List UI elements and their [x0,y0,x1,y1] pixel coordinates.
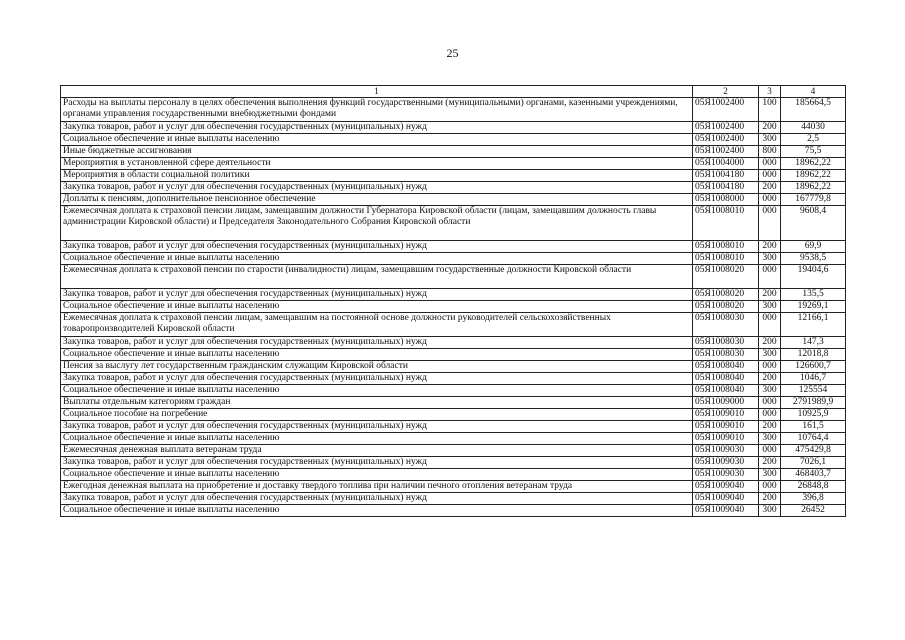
row-description: Социальное обеспечение и иные выплаты населению [61,301,693,313]
row-target-code: 05Я1008030 [693,349,759,361]
row-description: Закупка товаров, работ и услуг для обеспечения государственных (муниципальных) нужд [61,182,693,194]
row-expense-type: 200 [759,493,781,505]
row-target-code: 05Я1002400 [693,134,759,146]
row-amount: 161,5 [781,421,846,433]
table-row [61,445,846,457]
table-row [61,385,846,397]
row-expense-type: 100 [759,98,781,122]
row-target-code: 05Я1008010 [693,253,759,265]
row-target-code: 05Я1002400 [693,98,759,122]
table-row [61,182,846,194]
row-amount: 2,5 [781,134,846,146]
row-expense-type: 300 [759,385,781,397]
row-expense-type: 000 [759,158,781,170]
row-expense-type: 000 [759,194,781,206]
row-target-code: 05Я1008020 [693,289,759,301]
row-target-code: 05Я1002400 [693,122,759,134]
row-target-code: 05Я1008000 [693,194,759,206]
row-expense-type: 300 [759,301,781,313]
row-target-code: 05Я1009010 [693,409,759,421]
table-row [61,313,846,337]
row-expense-type: 000 [759,397,781,409]
row-description: Мероприятия в области социальной политики [61,170,693,182]
column-header-4: 4 [781,86,846,98]
table-row [61,349,846,361]
row-target-code: 05Я1009030 [693,445,759,457]
row-description: Социальное пособие на погребение [61,409,693,421]
row-description: Расходы на выплаты персоналу в целях обеспечения выполнения функций государственными (муниципальными) органами, казенными учреждениями, органами управления государственными внебюджетными фондами [61,98,693,122]
row-target-code: 05Я1008040 [693,373,759,385]
row-description: Ежемесячная денежная выплата ветеранам труда [61,445,693,457]
row-amount: 125554 [781,385,846,397]
table-row [61,241,846,253]
row-amount: 26848,8 [781,481,846,493]
table-row [61,373,846,385]
row-description: Социальное обеспечение и иные выплаты населению [61,385,693,397]
row-expense-type: 000 [759,361,781,373]
row-description: Закупка товаров, работ и услуг для обеспечения государственных (муниципальных) нужд [61,241,693,253]
row-expense-type: 000 [759,206,781,241]
table-row [61,469,846,481]
row-target-code: 05Я1008020 [693,301,759,313]
page-number: 25 [446,46,459,60]
table-row [61,397,846,409]
row-description: Ежегодная денежная выплата на приобретение и доставку твердого топлива при наличии печного отопления ветеранам труда [61,481,693,493]
table-row [61,158,846,170]
row-description: Выплаты отдельным категориям граждан [61,397,693,409]
table-row [61,337,846,349]
row-expense-type: 000 [759,265,781,289]
row-expense-type: 300 [759,469,781,481]
row-expense-type: 200 [759,182,781,194]
row-target-code: 05Я1008030 [693,313,759,337]
row-description: Закупка товаров, работ и услуг для обеспечения государственных (муниципальных) нужд [61,289,693,301]
row-target-code: 05Я1008040 [693,361,759,373]
row-amount: 69,9 [781,241,846,253]
table-row [61,289,846,301]
row-expense-type: 200 [759,122,781,134]
row-expense-type: 200 [759,457,781,469]
row-amount: 10925,9 [781,409,846,421]
row-description: Закупка товаров, работ и услуг для обеспечения государственных (муниципальных) нужд [61,373,693,385]
row-amount: 26452 [781,505,846,517]
column-header-2: 2 [693,86,759,98]
row-target-code: 05Я1009040 [693,493,759,505]
row-amount: 10764,4 [781,433,846,445]
row-target-code: 05Я1009000 [693,397,759,409]
row-target-code: 05Я1004000 [693,158,759,170]
row-expense-type: 200 [759,241,781,253]
row-expense-type: 300 [759,253,781,265]
row-description: Иные бюджетные ассигнования [61,146,693,158]
row-description: Закупка товаров, работ и услуг для обеспечения государственных (муниципальных) нужд [61,337,693,349]
row-target-code: 05Я1008020 [693,265,759,289]
row-amount: 7026,1 [781,457,846,469]
table-row [61,253,846,265]
row-amount: 18962,22 [781,182,846,194]
row-amount: 167779,8 [781,194,846,206]
table-row [61,493,846,505]
row-amount: 18962,22 [781,158,846,170]
row-target-code: 05Я1008030 [693,337,759,349]
row-expense-type: 300 [759,349,781,361]
row-amount: 12166,1 [781,313,846,337]
row-expense-type: 300 [759,505,781,517]
row-target-code: 05Я1002400 [693,146,759,158]
row-target-code: 05Я1009040 [693,505,759,517]
table-row [61,481,846,493]
row-description: Ежемесячная доплата к страховой пенсии по старости (инвалидности) лицам, замещавшим государственные должности Кировской области [61,265,693,289]
row-amount: 18962,22 [781,170,846,182]
table-row [61,409,846,421]
row-amount: 19269,1 [781,301,846,313]
table-row [61,301,846,313]
row-description: Закупка товаров, работ и услуг для обеспечения государственных (муниципальных) нужд [61,421,693,433]
row-amount: 75,5 [781,146,846,158]
row-description: Доплаты к пенсиям, дополнительное пенсионное обеспечение [61,194,693,206]
table-row [61,98,846,122]
row-description: Мероприятия в установленной сфере деятельности [61,158,693,170]
row-target-code: 05Я1004180 [693,170,759,182]
row-target-code: 05Я1009010 [693,421,759,433]
column-header-1: 1 [61,86,693,98]
table-row [61,457,846,469]
row-expense-type: 000 [759,170,781,182]
row-description: Социальное обеспечение и иные выплаты населению [61,433,693,445]
row-amount: 396,8 [781,493,846,505]
row-expense-type: 000 [759,313,781,337]
row-amount: 9538,5 [781,253,846,265]
row-amount: 1046,7 [781,373,846,385]
table-row [61,265,846,289]
table-row [61,505,846,517]
budget-table [60,85,846,517]
row-description: Социальное обеспечение и иные выплаты населению [61,505,693,517]
row-amount: 147,3 [781,337,846,349]
row-description: Ежемесячная доплата к страховой пенсии лицам, замещавшим на постоянной основе должности руководителей сельскохозяйственных товаропроизводителей Кировской области [61,313,693,337]
row-expense-type: 000 [759,481,781,493]
column-header-3: 3 [759,86,781,98]
row-description: Закупка товаров, работ и услуг для обеспечения государственных (муниципальных) нужд [61,493,693,505]
row-description: Социальное обеспечение и иные выплаты населению [61,349,693,361]
row-description: Социальное обеспечение и иные выплаты населению [61,469,693,481]
row-expense-type: 300 [759,433,781,445]
table-row [61,146,846,158]
row-description: Социальное обеспечение и иные выплаты населению [61,253,693,265]
table-header-row [61,86,846,98]
table-row [61,421,846,433]
row-amount: 12018,8 [781,349,846,361]
row-target-code: 05Я1009030 [693,457,759,469]
row-amount: 475429,8 [781,445,846,457]
row-expense-type: 200 [759,337,781,349]
row-amount: 19404,6 [781,265,846,289]
table-row [61,361,846,373]
row-expense-type: 300 [759,134,781,146]
row-description: Закупка товаров, работ и услуг для обеспечения государственных (муниципальных) нужд [61,457,693,469]
row-description: Закупка товаров, работ и услуг для обеспечения государственных (муниципальных) нужд [61,122,693,134]
row-target-code: 05Я1008010 [693,206,759,241]
row-target-code: 05Я1004180 [693,182,759,194]
table-row [61,194,846,206]
table-row [61,122,846,134]
row-amount: 44030 [781,122,846,134]
row-expense-type: 200 [759,289,781,301]
row-amount: 9608,4 [781,206,846,241]
row-amount: 126600,7 [781,361,846,373]
row-expense-type: 200 [759,421,781,433]
row-amount: 468403,7 [781,469,846,481]
row-description: Социальное обеспечение и иные выплаты населению [61,134,693,146]
table-body [61,98,846,517]
row-expense-type: 200 [759,373,781,385]
row-target-code: 05Я1009040 [693,481,759,493]
table-row [61,134,846,146]
row-target-code: 05Я1009030 [693,469,759,481]
row-target-code: 05Я1009010 [693,433,759,445]
table-row [61,206,846,241]
row-description: Ежемесячная доплата к страховой пенсии лицам, замещавшим должности Губернатора Кировской области (лицам, замещавшим должность главы администрации Кировской области) и Председателя Законодательного Собрания Кировской области [61,206,693,241]
table-row [61,433,846,445]
row-expense-type: 800 [759,146,781,158]
row-amount: 185664,5 [781,98,846,122]
table-row [61,170,846,182]
row-target-code: 05Я1008010 [693,241,759,253]
row-amount: 2791989,9 [781,397,846,409]
row-amount: 135,5 [781,289,846,301]
row-description: Пенсия за выслугу лет государственным гражданским служащим Кировской области [61,361,693,373]
row-expense-type: 000 [759,445,781,457]
row-expense-type: 000 [759,409,781,421]
row-target-code: 05Я1008040 [693,385,759,397]
